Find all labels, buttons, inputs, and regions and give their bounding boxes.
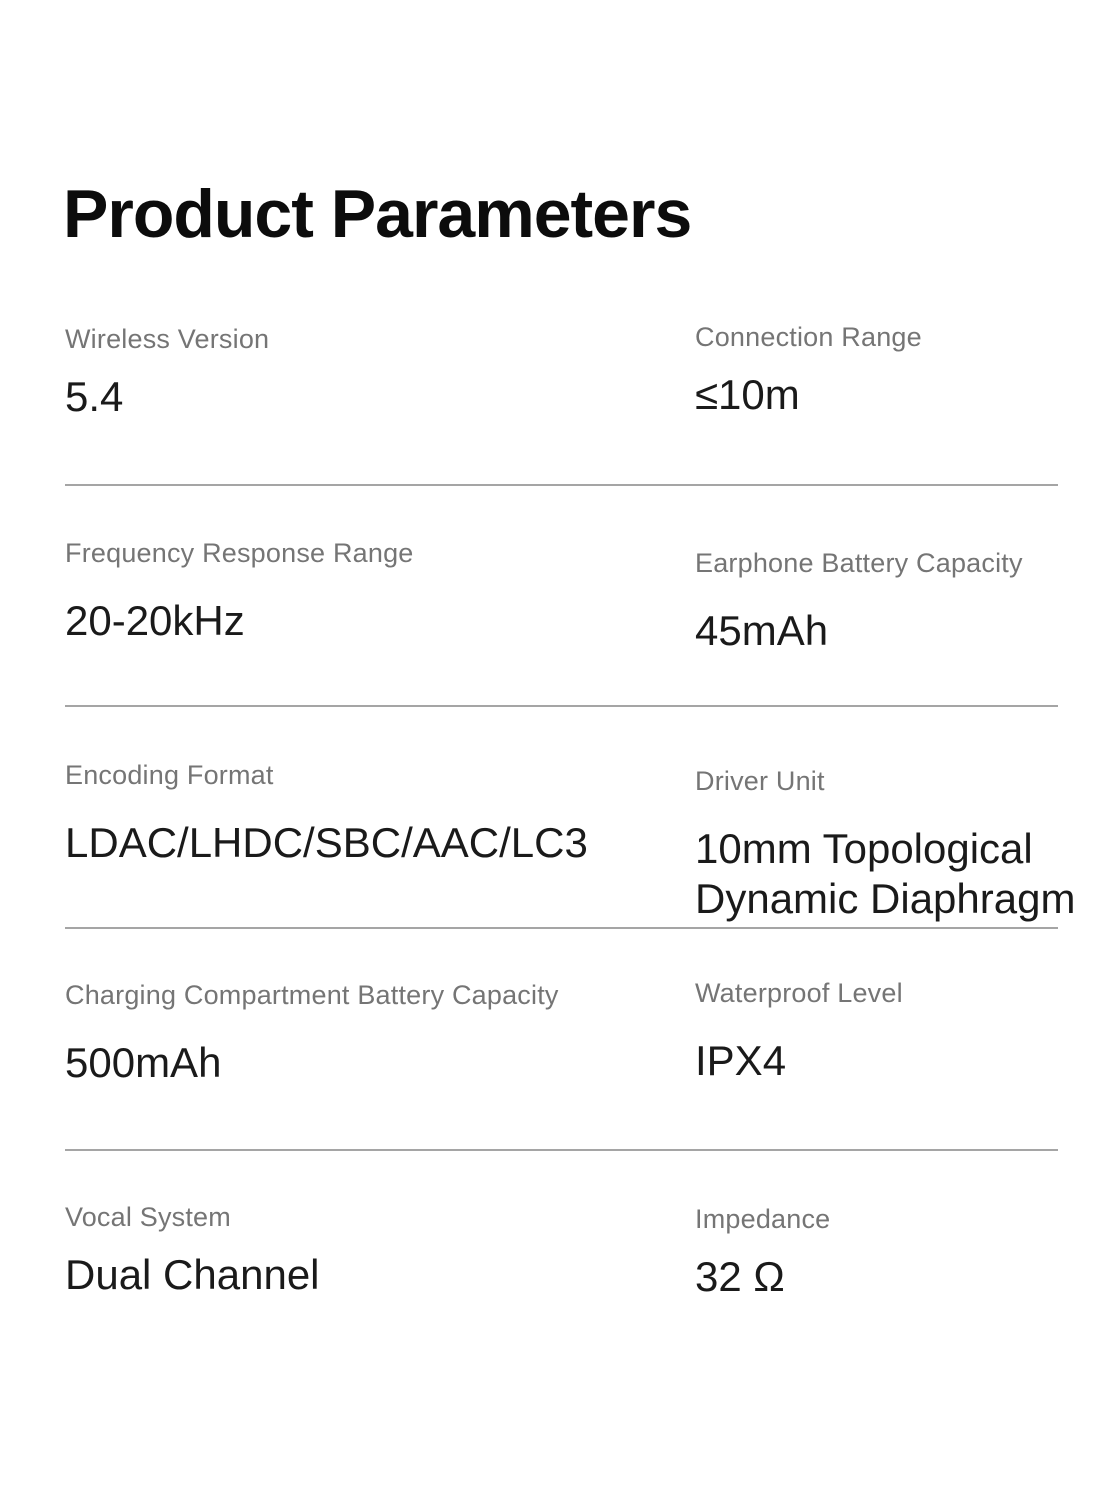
spec-value: 20-20kHz — [65, 597, 245, 644]
spec-label: Waterproof Level — [695, 978, 903, 1008]
spec-value: 500mAh — [65, 1039, 222, 1086]
spec-item-frequency-response-range — [65, 536, 665, 646]
spec-label: Charging Compartment Battery Capacity — [65, 980, 559, 1010]
spec-label: Wireless Version — [65, 324, 270, 354]
spec-item-vocal-system — [65, 1200, 665, 1300]
spec-value: LDAC/LHDC/SBC/AAC/LC3 — [65, 819, 588, 866]
spec-label: Impedance — [695, 1204, 831, 1234]
spec-value: ≤10m — [695, 371, 800, 418]
spec-item-charging-compartment-battery-capacity — [65, 978, 665, 1088]
spec-value: IPX4 — [695, 1037, 787, 1084]
spec-label: Encoding Format — [65, 760, 274, 790]
spec-item-earphone-battery-capacity — [695, 546, 1080, 656]
page-title: Product Parameters — [63, 176, 692, 252]
divider — [65, 1149, 1058, 1151]
spec-value: 5.4 — [65, 373, 124, 420]
spec-label: Connection Range — [695, 322, 922, 352]
spec-label: Vocal System — [65, 1202, 231, 1232]
spec-item-driver-unit — [695, 764, 1080, 924]
spec-item-wireless-version — [65, 322, 665, 422]
spec-value: Dual Channel — [65, 1251, 320, 1298]
spec-item-waterproof-level — [695, 976, 1080, 1086]
spec-label: Frequency Response Range — [65, 538, 414, 568]
spec-label: Driver Unit — [695, 766, 825, 796]
divider — [65, 484, 1058, 486]
spec-label: Earphone Battery Capacity — [695, 548, 1023, 578]
spec-item-encoding-format — [65, 758, 665, 868]
divider — [65, 705, 1058, 707]
spec-item-connection-range — [695, 320, 1080, 420]
spec-value: 32 Ω — [695, 1253, 785, 1300]
spec-value: 10mm Topological Dynamic Diaphragm — [695, 825, 1076, 922]
divider — [65, 927, 1058, 929]
spec-item-impedance — [695, 1202, 1080, 1302]
spec-value: 45mAh — [695, 607, 829, 654]
